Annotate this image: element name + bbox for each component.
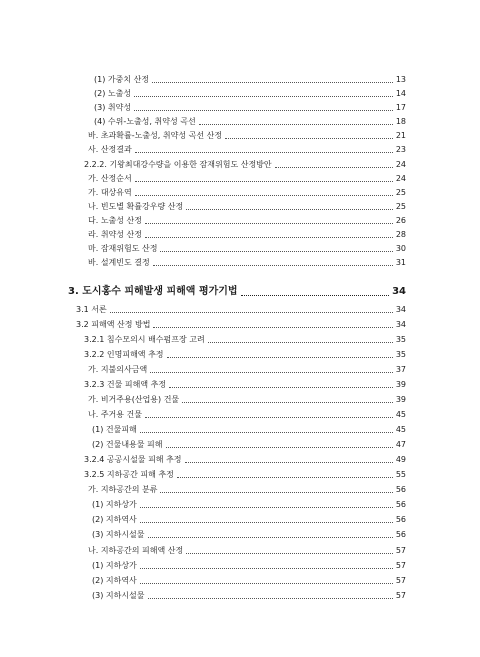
toc-entry[interactable] — [76, 320, 406, 330]
toc-entry-label: 사. 산정결과 — [88, 145, 132, 154]
toc-entry[interactable] — [88, 216, 406, 226]
toc-entry-page: 34 — [395, 320, 406, 329]
dot-leader — [145, 223, 393, 224]
toc-entry-page: 25 — [395, 202, 406, 211]
toc-entry-label: 2.2.2. 기왕최대강수량을 이용한 잠재위험도 산정방안 — [84, 160, 272, 169]
toc-entry-label: 가. 지불의사금액 — [88, 365, 148, 374]
toc-entry[interactable] — [88, 230, 406, 240]
toc-entry[interactable] — [92, 440, 406, 450]
toc-entry-label: 3.2.5 지하공간 피해 추정 — [84, 470, 174, 479]
toc-entry-label: 나. 빈도별 확률강우량 산정 — [88, 202, 184, 211]
toc-entry[interactable] — [92, 515, 406, 525]
toc-entry[interactable] — [92, 561, 406, 571]
toc-entry[interactable] — [88, 258, 406, 268]
toc-entry-label: (3) 지하시설물 — [92, 591, 145, 600]
toc-entry[interactable] — [88, 244, 406, 254]
toc-entry-page: 57 — [395, 591, 406, 600]
toc-entry[interactable] — [92, 500, 406, 510]
toc-entry-label: (1) 가중치 산정 — [94, 75, 150, 84]
toc-entry[interactable] — [94, 75, 406, 85]
toc-entry-page: 35 — [395, 335, 406, 344]
toc-entry-label: 3.2.3 건물 피해액 추정 — [84, 380, 167, 389]
toc-entry-label: 3. 도시홍수 피해발생 피해액 평가기법 — [68, 286, 238, 297]
toc-entry[interactable] — [84, 470, 406, 480]
toc-entry[interactable] — [94, 103, 406, 113]
dot-leader — [241, 295, 389, 296]
toc-entry-label: (1) 건물피해 — [92, 425, 137, 434]
dot-leader — [135, 152, 393, 153]
dot-leader — [153, 327, 392, 328]
toc-entry-label: 3.2.2 인명피해액 추정 — [84, 350, 164, 359]
dot-leader — [110, 312, 393, 313]
dot-leader — [140, 583, 393, 584]
toc-entry-page: 26 — [395, 216, 406, 225]
toc-entry-label: 마. 잠재위험도 산정 — [88, 244, 158, 253]
toc-entry-page: 35 — [395, 350, 406, 359]
toc-entry-page: 34 — [392, 286, 406, 297]
dot-leader — [134, 110, 393, 111]
toc-entry[interactable] — [88, 546, 406, 556]
toc-entry-page: 55 — [395, 470, 406, 479]
dot-leader — [152, 82, 393, 83]
toc-entry[interactable] — [92, 530, 406, 540]
toc-entry[interactable] — [92, 425, 406, 435]
dot-leader — [186, 553, 393, 554]
toc-entry-page: 56 — [395, 485, 406, 494]
toc-entry-label: (3) 지하시설물 — [92, 530, 145, 539]
toc-entry-page: 49 — [395, 455, 406, 464]
toc-entry-label: 나. 주거용 건물 — [88, 410, 142, 419]
toc-entry-page: 17 — [395, 103, 406, 112]
dot-leader — [145, 237, 393, 238]
toc-entry-page: 14 — [395, 89, 406, 98]
toc-entry-page: 56 — [395, 500, 406, 509]
toc-entry-page: 39 — [395, 395, 406, 404]
dot-leader — [135, 195, 393, 196]
dot-leader — [148, 537, 393, 538]
dot-leader — [275, 167, 393, 168]
dot-leader — [177, 477, 393, 478]
toc-entry-label: 가. 산정순서 — [88, 174, 132, 183]
dot-leader — [182, 402, 393, 403]
toc-entry-label: (1) 지하상가 — [92, 500, 137, 509]
dot-leader — [166, 447, 393, 448]
toc-entry-label: (4) 수위-노출성, 취약성 곡선 — [94, 117, 196, 126]
toc-entry[interactable] — [76, 305, 406, 315]
dot-leader — [199, 124, 393, 125]
dot-leader — [140, 522, 393, 523]
dot-leader — [140, 507, 393, 508]
toc-entry-page: 28 — [395, 230, 406, 239]
toc-entry-label: 3.2.1 침수모의시 배수펌프장 고려 — [84, 335, 205, 344]
toc-entry[interactable] — [84, 455, 406, 465]
toc-entry[interactable] — [84, 350, 406, 360]
toc-entry-label: (2) 노출성 — [94, 89, 132, 98]
toc-entry-label: 바. 설계빈도 결정 — [88, 258, 150, 267]
toc-entry[interactable] — [88, 485, 406, 495]
dot-leader — [208, 342, 393, 343]
toc-entry[interactable] — [92, 591, 406, 601]
dot-leader — [140, 568, 393, 569]
toc-entry-label: (2) 지하역사 — [92, 515, 137, 524]
toc-entry-page: 57 — [395, 561, 406, 570]
toc-entry[interactable] — [88, 395, 406, 405]
toc-entry-page: 30 — [395, 244, 406, 253]
toc-entry[interactable] — [88, 202, 406, 212]
toc-entry-page: 25 — [395, 188, 406, 197]
toc-entry-page: 57 — [395, 546, 406, 555]
dot-leader — [225, 138, 393, 139]
toc-entry-page: 34 — [395, 305, 406, 314]
toc-entry-label: 3.2.4 공공시설물 피해 추정 — [84, 455, 182, 464]
dot-leader — [148, 598, 393, 599]
dot-leader — [167, 357, 393, 358]
toc-entry[interactable] — [88, 410, 406, 420]
toc-entry-label: (2) 건물내용물 피해 — [92, 440, 163, 449]
toc-entry-label: (3) 취약성 — [94, 103, 132, 112]
toc-entry-page: 39 — [395, 380, 406, 389]
toc-entry-page: 47 — [395, 440, 406, 449]
toc-entry[interactable] — [88, 145, 406, 155]
toc-entry-label: (2) 지하역사 — [92, 576, 137, 585]
toc-entry[interactable] — [92, 576, 406, 586]
dot-leader — [186, 209, 393, 210]
toc-entry-label: (1) 지하상가 — [92, 561, 137, 570]
toc-entry-page: 24 — [395, 174, 406, 183]
toc-entry-page: 23 — [395, 145, 406, 154]
toc-entry-page: 37 — [395, 365, 406, 374]
toc-entry-label: 가. 비거주용(산업용) 건물 — [88, 395, 180, 404]
toc-entry-label: 3.1 서론 — [76, 305, 107, 314]
toc-entry-label: 바. 초과확률-노출성, 취약성 곡선 산정 — [88, 131, 223, 140]
toc-entry-page: 56 — [395, 515, 406, 524]
toc-entry[interactable] — [84, 160, 406, 170]
dot-leader — [169, 387, 393, 388]
toc-chapter-entry[interactable] — [68, 286, 406, 298]
toc-entry[interactable] — [88, 131, 406, 141]
toc-entry-page: 13 — [395, 75, 406, 84]
toc-entry-label: 가. 대상유역 — [88, 188, 132, 197]
toc-entry-page: 57 — [395, 576, 406, 585]
toc-entry[interactable] — [88, 365, 406, 375]
toc-entry-page: 31 — [395, 258, 406, 267]
toc-entry-label: 라. 취약성 산정 — [88, 230, 142, 239]
dot-leader — [140, 432, 393, 433]
dot-leader — [145, 417, 393, 418]
toc-entry[interactable] — [88, 174, 406, 184]
toc-entry[interactable] — [94, 117, 406, 127]
toc-entry-page: 45 — [395, 425, 406, 434]
dot-leader — [160, 492, 392, 493]
dot-leader — [150, 372, 393, 373]
toc-entry-label: 3.2 피해액 산정 방법 — [76, 320, 151, 329]
toc-entry[interactable] — [84, 335, 406, 345]
toc-entry[interactable] — [94, 89, 406, 99]
toc-entry[interactable] — [84, 380, 406, 390]
toc-entry-label: 나. 지하공간의 피해액 산정 — [88, 546, 184, 555]
dot-leader — [153, 265, 393, 266]
toc-entry[interactable] — [88, 188, 406, 198]
toc-entry-page: 45 — [395, 410, 406, 419]
toc-entry-page: 56 — [395, 530, 406, 539]
dot-leader — [135, 181, 393, 182]
dot-leader — [185, 462, 393, 463]
toc-entry-label: 가. 지하공간의 분류 — [88, 485, 158, 494]
toc-entry-page: 24 — [395, 160, 406, 169]
toc-entry-label: 다. 노출성 산정 — [88, 216, 142, 225]
dot-leader — [134, 96, 393, 97]
dot-leader — [160, 251, 392, 252]
toc-entry-page: 18 — [395, 117, 406, 126]
toc-entry-page: 21 — [395, 131, 406, 140]
